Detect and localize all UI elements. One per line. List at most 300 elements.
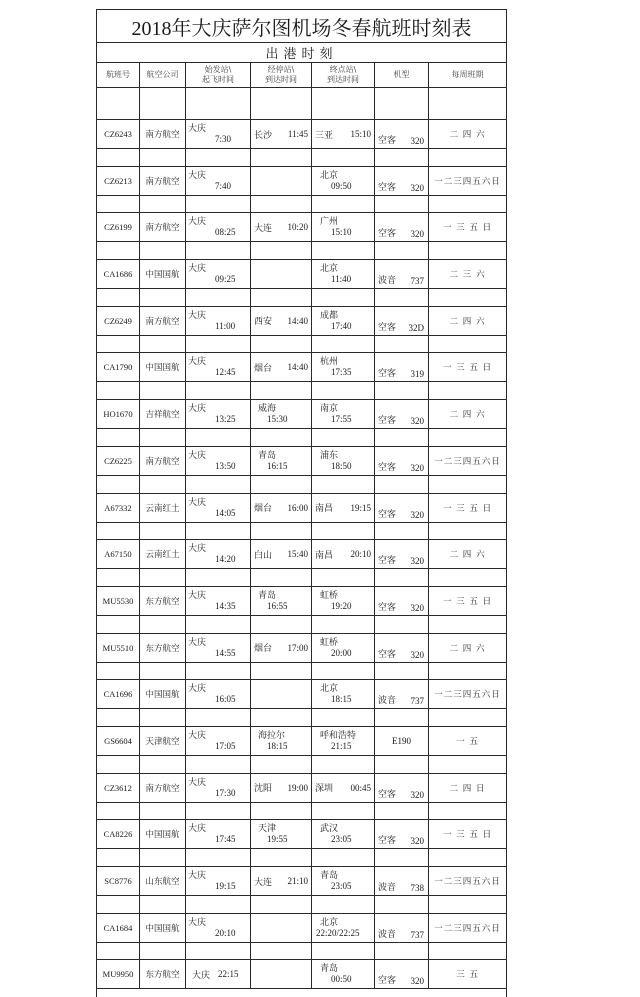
- spacer-row: [97, 755, 507, 773]
- aircraft-model: E190: [392, 735, 411, 746]
- origin-cell: [186, 586, 251, 615]
- arrival-time: 23:05: [331, 834, 352, 845]
- flight-number: CA1684: [97, 913, 140, 942]
- aircraft-model: 737: [410, 276, 424, 287]
- aircraft-maker: 空客: [378, 789, 397, 800]
- destination-cell: [312, 633, 375, 662]
- departure-time: 7:30: [215, 134, 232, 144]
- aircraft-model: 32D: [408, 322, 424, 333]
- stopover-cell: [251, 213, 312, 242]
- weekly-days: 一二三四五六日: [429, 867, 507, 896]
- weekly-days: 二 四 六: [429, 306, 507, 335]
- aircraft-model: 737: [410, 696, 424, 707]
- destination-station: 青岛: [320, 871, 339, 881]
- departure-time: 17:45: [215, 834, 236, 845]
- destination-station: 成都: [320, 310, 339, 321]
- spacer-row: [97, 802, 507, 820]
- flight-number: CA1790: [97, 353, 140, 382]
- origin-station: 大庆: [188, 497, 207, 508]
- spacer-row: [97, 149, 507, 167]
- aircraft-maker: 空客: [378, 182, 397, 193]
- weekly-days: 二 四 日: [429, 773, 507, 802]
- arrival-time: 11:40: [331, 274, 352, 285]
- arrival-time: 18:15: [331, 694, 352, 705]
- departure-time: 19:15: [215, 881, 236, 891]
- aircraft-maker: 波音: [378, 883, 397, 893]
- destination-cell: [312, 493, 375, 522]
- column-header-stopover: 经停站\ 到达时间: [251, 63, 312, 88]
- stopover-cell: [251, 633, 312, 662]
- flight-number: MU5510: [97, 633, 140, 662]
- origin-station: 大庆: [188, 264, 207, 275]
- aircraft-cell: [375, 400, 429, 429]
- departure-time: 12:45: [215, 367, 236, 378]
- departure-time: 14:05: [215, 507, 236, 518]
- arrival-time: 15:10: [331, 227, 352, 238]
- aircraft-model: 320: [410, 556, 424, 567]
- departure-time: 13:25: [215, 414, 236, 425]
- stopover-time: 19:55: [267, 834, 288, 845]
- destination-station: 呼和浩特: [320, 730, 357, 741]
- spacer-row: [97, 195, 507, 213]
- origin-station: 大庆: [188, 217, 207, 228]
- aircraft-maker: 空客: [378, 136, 397, 146]
- weekly-days: 二 三 六: [429, 260, 507, 289]
- stopover-station: 长沙: [254, 130, 273, 141]
- stopover-cell: [251, 773, 312, 802]
- spacer-row: [97, 849, 507, 867]
- airline-name: 南方航空: [140, 446, 186, 475]
- flight-row: [97, 773, 507, 802]
- destination-cell: [312, 166, 375, 195]
- arrival-time: 23:05: [331, 881, 352, 891]
- flight-number: SC8776: [97, 867, 140, 896]
- stopover-time: 21:10: [287, 876, 308, 886]
- stopover-cell: [251, 960, 312, 989]
- weekly-days: 一 三 五 日: [429, 820, 507, 849]
- weekly-days: 一二三四五六日: [429, 446, 507, 475]
- arrival-time: 15:10: [350, 129, 371, 139]
- aircraft-maker: 空客: [378, 602, 397, 613]
- stopover-cell: [251, 166, 312, 195]
- destination-station: 虹桥: [320, 590, 339, 601]
- arrival-time: 00:45: [350, 782, 371, 793]
- origin-cell: [186, 120, 251, 149]
- arrival-time: 20:00: [331, 647, 352, 658]
- destination-station: 南昌: [315, 550, 334, 561]
- weekly-days: 三 五: [429, 960, 507, 989]
- spacer-row: [97, 289, 507, 307]
- flight-number: CZ3612: [97, 773, 140, 802]
- destination-station: 虹桥: [320, 637, 339, 648]
- flight-number: CA8226: [97, 820, 140, 849]
- aircraft-cell: [375, 213, 429, 242]
- airline-name: 南方航空: [140, 120, 186, 149]
- destination-cell: [312, 586, 375, 615]
- flight-number: CZ6199: [97, 213, 140, 242]
- origin-cell: [186, 166, 251, 195]
- weekly-days: 一 三 五 日: [429, 493, 507, 522]
- destination-station: 南昌: [315, 504, 334, 514]
- spacer-row: [97, 942, 507, 960]
- departure-time: 14:55: [215, 647, 236, 658]
- stopover-cell: [251, 680, 312, 709]
- column-header-weekly-days: 每周班期: [429, 63, 507, 88]
- aircraft-maker: 空客: [378, 836, 397, 847]
- flight-row: [97, 680, 507, 709]
- flight-number: CA1696: [97, 680, 140, 709]
- aircraft-cell: [375, 306, 429, 335]
- departure-time: 17:30: [215, 787, 236, 798]
- origin-station: 大庆: [188, 637, 207, 648]
- aircraft-maker: 空客: [378, 556, 397, 567]
- spacer-row: [97, 382, 507, 400]
- stopover-time: 15:30: [267, 414, 288, 425]
- weekly-days: 二 四 六: [429, 120, 507, 149]
- stopover-cell: [251, 867, 312, 896]
- airline-name: 南方航空: [140, 306, 186, 335]
- stopover-station: 西安: [254, 317, 273, 328]
- stopover-time: 14:40: [287, 315, 308, 326]
- origin-cell: [186, 213, 251, 242]
- aircraft-maker: 波音: [378, 929, 397, 940]
- origin-station: 大庆: [188, 590, 207, 601]
- origin-station: 大庆: [188, 684, 207, 695]
- aircraft-maker: 空客: [378, 229, 397, 240]
- origin-cell: [186, 353, 251, 382]
- destination-cell: [312, 213, 375, 242]
- aircraft-model: 737: [410, 929, 424, 940]
- aircraft-model: 320: [410, 836, 424, 847]
- origin-station: 大庆: [188, 357, 207, 368]
- stopover-station: 大连: [254, 877, 273, 888]
- destination-cell: [312, 400, 375, 429]
- flight-row: [97, 306, 507, 335]
- aircraft-cell: [375, 820, 429, 849]
- origin-cell: [186, 306, 251, 335]
- table-footer-row: [97, 989, 507, 997]
- stopover-cell: [251, 306, 312, 335]
- stopover-station: 沈阳: [254, 784, 273, 795]
- flight-row: [97, 726, 507, 755]
- column-header-row: [97, 63, 507, 88]
- origin-station: 大庆: [188, 917, 207, 928]
- aircraft-model: 320: [410, 976, 424, 987]
- aircraft-model: 320: [410, 416, 424, 427]
- origin-cell: [186, 867, 251, 896]
- origin-station: 大庆: [188, 730, 207, 741]
- destination-cell: [312, 867, 375, 896]
- stopover-cell: [251, 446, 312, 475]
- arrival-time: 17:40: [331, 320, 352, 331]
- stopover-station: 青岛: [258, 590, 277, 601]
- schedule-subtitle: 出港时刻: [97, 43, 507, 63]
- destination-cell: [312, 446, 375, 475]
- destination-station: 武汉: [320, 824, 339, 835]
- flight-number: CZ6213: [97, 166, 140, 195]
- weekly-days: 一二三四五六日: [429, 680, 507, 709]
- flight-row: [97, 867, 507, 896]
- weekly-days: 一二三四五六日: [429, 166, 507, 195]
- stopover-station: 天津: [258, 824, 277, 835]
- airline-name: 东方航空: [140, 633, 186, 662]
- departure-time: 14:20: [215, 554, 236, 565]
- arrival-time: 09:50: [331, 180, 352, 191]
- destination-cell: [312, 960, 375, 989]
- destination-cell: [312, 260, 375, 289]
- origin-station: 大庆: [192, 970, 211, 981]
- destination-station: 杭州: [320, 357, 339, 368]
- column-header-destination: 终点站\ 到达时间: [312, 63, 375, 88]
- stopover-time: 16:55: [267, 600, 288, 611]
- flight-row: [97, 213, 507, 242]
- origin-station: 大庆: [188, 124, 207, 134]
- airline-name: 南方航空: [140, 166, 186, 195]
- stopover-cell: [251, 726, 312, 755]
- spacer-row: [97, 475, 507, 493]
- flight-number: A67150: [97, 540, 140, 569]
- aircraft-cell: [375, 633, 429, 662]
- spacer-row: [97, 429, 507, 447]
- stopover-cell: [251, 586, 312, 615]
- stopover-cell: [251, 493, 312, 522]
- origin-station: 大庆: [188, 544, 207, 555]
- arrival-time: 22:20/22:25: [316, 927, 360, 938]
- stopover-cell: [251, 820, 312, 849]
- flight-number: HO1670: [97, 400, 140, 429]
- departure-time: 09:25: [215, 274, 236, 285]
- departure-time: 16:05: [215, 694, 236, 705]
- airline-name: 山东航空: [140, 867, 186, 896]
- aircraft-model: 320: [410, 789, 424, 800]
- stopover-cell: [251, 353, 312, 382]
- arrival-time: 20:10: [350, 549, 371, 560]
- destination-cell: [312, 680, 375, 709]
- stopover-time: 16:15: [267, 460, 288, 471]
- weekly-days: 一 三 五 日: [429, 353, 507, 382]
- airline-name: 东方航空: [140, 960, 186, 989]
- flight-row: [97, 166, 507, 195]
- flight-row: [97, 913, 507, 942]
- aircraft-cell: [375, 446, 429, 475]
- aircraft-cell: [375, 586, 429, 615]
- destination-cell: [312, 540, 375, 569]
- flight-number: CZ6225: [97, 446, 140, 475]
- departure-time: 11:00: [215, 320, 236, 331]
- stopover-cell: [251, 400, 312, 429]
- flight-row: [97, 960, 507, 989]
- column-header-origin: 始发站\ 起飞时间: [186, 63, 251, 88]
- airline-name: 吉祥航空: [140, 400, 186, 429]
- departure-time: 20:10: [215, 927, 236, 938]
- aircraft-cell: [375, 166, 429, 195]
- stopover-station: 白山: [254, 550, 273, 561]
- departure-time: 22:15: [218, 969, 239, 980]
- stopover-station: 烟台: [254, 644, 273, 655]
- aircraft-model: 320: [410, 462, 424, 473]
- spacer-row: [97, 896, 507, 914]
- origin-cell: [186, 493, 251, 522]
- stopover-cell: [251, 540, 312, 569]
- destination-station: 北京: [320, 684, 339, 695]
- arrival-time: 17:55: [331, 414, 352, 425]
- arrival-time: 19:15: [350, 502, 371, 513]
- flight-row: [97, 353, 507, 382]
- stopover-time: 16:00: [287, 502, 308, 513]
- origin-cell: [186, 260, 251, 289]
- destination-cell: [312, 306, 375, 335]
- aircraft-maker: 空客: [378, 976, 397, 987]
- aircraft-maker: 空客: [378, 416, 397, 427]
- column-header-airline: 航空公司: [140, 63, 186, 88]
- flight-schedule-table: [96, 9, 507, 997]
- arrival-time: 00:50: [331, 974, 352, 985]
- airline-name: 云南红土: [140, 493, 186, 522]
- origin-cell: [186, 446, 251, 475]
- weekly-days: 二 四 六: [429, 540, 507, 569]
- origin-station: 大庆: [188, 450, 207, 461]
- flight-number: CA1686: [97, 260, 140, 289]
- blank-row: [97, 88, 507, 120]
- column-header-flight-no: 航班号: [97, 63, 140, 88]
- origin-cell: [186, 540, 251, 569]
- flight-schedule-sheet: [96, 9, 506, 997]
- aircraft-cell: [375, 680, 429, 709]
- stopover-cell: [251, 120, 312, 149]
- column-header-aircraft: 机型: [375, 63, 429, 88]
- aircraft-cell: [375, 913, 429, 942]
- aircraft-cell: [375, 867, 429, 896]
- stopover-station: 威海: [258, 404, 277, 415]
- destination-station: 深圳: [315, 784, 334, 795]
- destination-cell: [312, 353, 375, 382]
- destination-station: 青岛: [320, 964, 339, 975]
- airline-name: 中国国航: [140, 913, 186, 942]
- destination-station: 三亚: [315, 130, 334, 141]
- airline-name: 中国国航: [140, 353, 186, 382]
- flight-row: [97, 400, 507, 429]
- aircraft-maker: 空客: [378, 369, 397, 380]
- aircraft-cell: [375, 773, 429, 802]
- stopover-station: 大连: [254, 223, 273, 234]
- airline-name: 南方航空: [140, 773, 186, 802]
- aircraft-maker: 空客: [378, 462, 397, 473]
- spacer-row: [97, 569, 507, 587]
- origin-station: 大庆: [188, 170, 207, 181]
- aircraft-model: 319: [410, 369, 424, 380]
- flight-row: [97, 586, 507, 615]
- departure-time: 17:05: [215, 740, 236, 751]
- destination-cell: [312, 913, 375, 942]
- flight-number: MU5530: [97, 586, 140, 615]
- stopover-time: 17:00: [287, 642, 308, 653]
- stopover-station: 烟台: [254, 504, 273, 514]
- flight-number: CZ6249: [97, 306, 140, 335]
- aircraft-maker: 波音: [378, 276, 397, 287]
- destination-cell: [312, 120, 375, 149]
- flight-row: [97, 540, 507, 569]
- origin-cell: [186, 960, 251, 989]
- flight-row: [97, 260, 507, 289]
- stopover-station: 海拉尔: [258, 730, 286, 741]
- aircraft-maker: 空客: [378, 322, 397, 333]
- origin-station: 大庆: [188, 777, 207, 788]
- weekly-days: 一 三 五 日: [429, 586, 507, 615]
- aircraft-cell: [375, 353, 429, 382]
- stopover-time: 11:45: [287, 129, 308, 139]
- stopover-time: 18:15: [267, 740, 288, 751]
- spacer-row: [97, 335, 507, 353]
- origin-station: 大庆: [188, 871, 207, 881]
- spacer-row: [97, 615, 507, 633]
- stopover-station: 青岛: [258, 450, 277, 461]
- flight-row: [97, 633, 507, 662]
- departure-time: 13:50: [215, 460, 236, 471]
- aircraft-maker: 波音: [378, 696, 397, 707]
- origin-cell: [186, 680, 251, 709]
- origin-cell: [186, 400, 251, 429]
- departure-time: 08:25: [215, 227, 236, 238]
- destination-station: 北京: [320, 917, 339, 928]
- flight-row: [97, 493, 507, 522]
- aircraft-maker: 空客: [378, 509, 397, 520]
- aircraft-model: 320: [410, 229, 424, 240]
- aircraft-cell: [375, 120, 429, 149]
- stopover-time: 19:00: [287, 782, 308, 793]
- schedule-title: 2018年大庆萨尔图机场冬春航班时刻表: [97, 10, 507, 43]
- weekly-days: 一 三 五 日: [429, 213, 507, 242]
- weekly-days: 二 四 六: [429, 633, 507, 662]
- destination-cell: [312, 773, 375, 802]
- departure-time: 7:40: [215, 180, 232, 191]
- airline-name: 南方航空: [140, 213, 186, 242]
- arrival-time: 19:20: [331, 600, 352, 611]
- stopover-cell: [251, 260, 312, 289]
- airline-name: 中国国航: [140, 680, 186, 709]
- flight-row: [97, 120, 507, 149]
- airline-name: 中国国航: [140, 260, 186, 289]
- origin-cell: [186, 913, 251, 942]
- aircraft-model: 320: [410, 602, 424, 613]
- destination-station: 南京: [320, 404, 339, 415]
- aircraft-model: 320: [410, 182, 424, 193]
- airline-name: 中国国航: [140, 820, 186, 849]
- aircraft-model: 320: [410, 649, 424, 660]
- arrival-time: 18:50: [331, 460, 352, 471]
- destination-station: 广州: [320, 217, 339, 228]
- aircraft-maker: 空客: [378, 649, 397, 660]
- destination-cell: [312, 820, 375, 849]
- airline-name: 天津航空: [140, 726, 186, 755]
- origin-cell: [186, 820, 251, 849]
- destination-station: 浦东: [320, 450, 339, 461]
- stopover-time: 15:40: [287, 549, 308, 560]
- spacer-row: [97, 242, 507, 260]
- aircraft-model: 738: [410, 883, 424, 893]
- stopover-time: 14:40: [287, 362, 308, 373]
- origin-cell: [186, 773, 251, 802]
- weekly-days: 二 四 六: [429, 400, 507, 429]
- spacer-row: [97, 522, 507, 540]
- origin-station: 大庆: [188, 310, 207, 321]
- aircraft-cell: [375, 726, 429, 755]
- stopover-station: 烟台: [254, 363, 273, 374]
- aircraft-cell: [375, 540, 429, 569]
- airline-name: 云南红土: [140, 540, 186, 569]
- flight-number: A67332: [97, 493, 140, 522]
- origin-cell: [186, 726, 251, 755]
- stopover-cell: [251, 913, 312, 942]
